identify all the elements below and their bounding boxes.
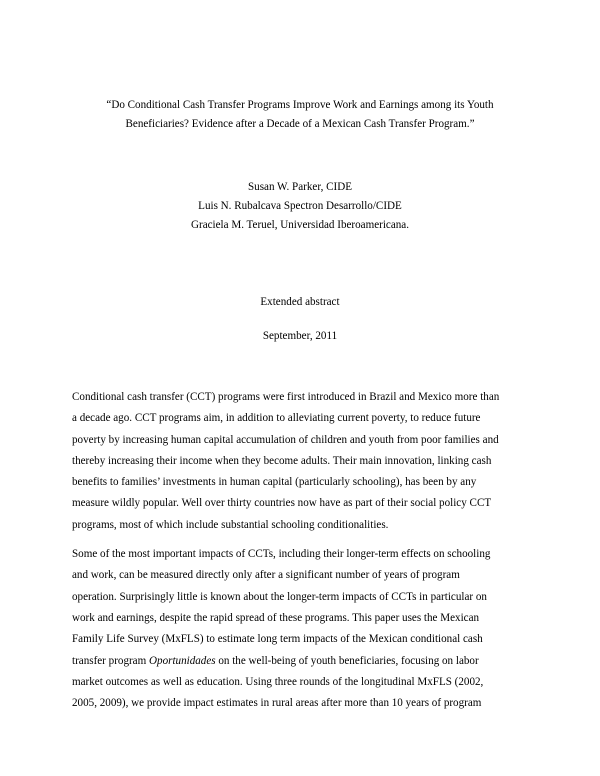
paragraph-1-line: thereby increasing their income when they become adults. Their main innovation, linking cash — [72, 454, 492, 467]
author-list — [60, 178, 540, 235]
paragraph-2-line: work and earnings, despite the rapid spread of these programs. This paper uses the Mexican — [72, 611, 480, 624]
author-2: Luis N. Rubalcava Spectron Desarrollo/CIDE — [198, 200, 402, 212]
paragraph-2-line: 2005, 2009), we provide impact estimates in rural areas after more than 10 years of program — [72, 697, 482, 710]
paragraph-1-line: measure wildly popular. Well over thirty countries now have as part of their social policy CCT — [72, 497, 492, 510]
title-line-2: Beneficiaries? Evidence after a Decade of a Mexican Cash Transfer Program.” — [125, 118, 475, 130]
paragraph-1-line: benefits to families’ investments in human capital (particularly schooling), has been by any — [72, 476, 477, 489]
paragraph-2 — [72, 544, 530, 714]
author-3: Graciela M. Teruel, Universidad Iberoamericana. — [190, 219, 410, 231]
paragraph-2-line: Some of the most important impacts of CCTs, including their longer-term effects on schooling — [72, 548, 491, 561]
paragraph-1-line: poverty by increasing human capital accumulation of children and youth from poor families and — [72, 433, 499, 446]
document-date: September, 2011 — [262, 330, 338, 342]
paragraph-2-line: market outcomes as well as education. Using three rounds of the longitudinal MxFLS (2002, — [72, 675, 484, 688]
paragraph-2-line: operation. Surprisingly little is known about the longer-term impacts of CCTs in particular on — [72, 590, 487, 603]
document-type: Extended abstract — [260, 296, 340, 308]
title-line-1: “Do Conditional Cash Transfer Programs Improve Work and Earnings among its Youth — [106, 99, 494, 111]
paragraph-1-line: a decade ago. CCT programs aim, in addition to alleviating current poverty, to reduce future — [72, 412, 481, 425]
line-prefix: transfer program — [72, 654, 150, 667]
paragraph-1-line: Conditional cash transfer (CCT) programs were first introduced in Brazil and Mexico more than — [72, 391, 500, 403]
paragraph-1-line: programs, most of which include substantial schooling conditionalities. — [72, 518, 389, 531]
paragraph-2-line: Family Life Survey (MxFLS) to estimate long term impacts of the Mexican conditional cash — [72, 633, 483, 646]
paragraph-2-line: and work, can be measured directly only after a significant number of years of program — [72, 569, 460, 582]
author-1: Susan W. Parker, CIDE — [247, 181, 352, 193]
program-name: Oportunidades — [149, 654, 216, 667]
paper-title — [60, 96, 540, 134]
line-suffix: on the well-being of youth beneficiaries, focusing on labor — [215, 654, 479, 667]
abstract-body — [72, 387, 530, 722]
paragraph-1 — [72, 387, 530, 536]
paragraph-2-line-italic — [72, 651, 530, 672]
